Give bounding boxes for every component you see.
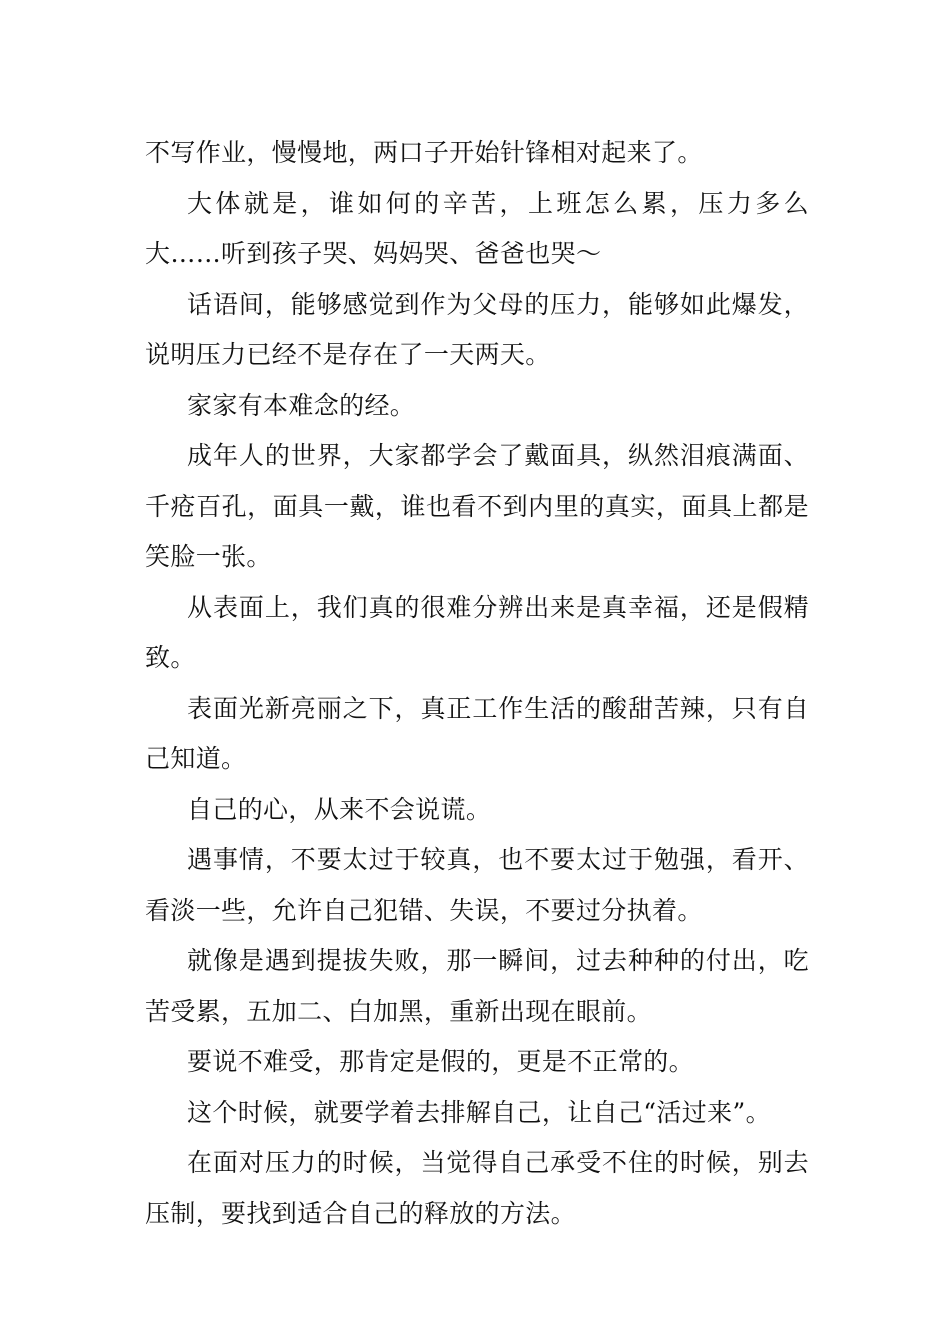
paragraph-4: 家家有本难念的经。 [187, 390, 416, 420]
paragraph-3: 话语间，能够感觉到作为父母的压力，能够如此爆发，说明压力已经不是存在了一天两天。 [145, 289, 809, 369]
paragraph-8: 自己的心，从来不会说谎。 [187, 794, 492, 824]
paragraph-10: 就像是遇到提拔失败，那一瞬间，过去种种的付出，吃苦受累，五加二、白加黑，重新出现在眼前。 [145, 946, 809, 1026]
document-body [145, 128, 809, 1239]
paragraph-1: 不写作业，慢慢地，两口子开始针锋相对起来了。 [145, 138, 703, 167]
paragraph-7: 表面光新亮丽之下，真正工作生活的酸甜苦辣，只有自己知道。 [145, 693, 809, 773]
paragraph-13: 在面对压力的时候，当觉得自己承受不住的时候，别去压制，要找到适合自己的释放的方法。 [145, 1148, 809, 1228]
paragraph-2: 大体就是，谁如何的辛苦，上班怎么累，压力多么大……听到孩子哭、妈妈哭、爸爸也哭～ [145, 188, 809, 268]
paragraph-11: 要说不难受，那肯定是假的，更是不正常的。 [187, 1047, 695, 1076]
paragraph-6: 从表面上，我们真的很难分辨出来是真幸福，还是假精致。 [145, 592, 809, 672]
paragraph-9: 遇事情，不要太过于较真，也不要太过于勉强，看开、看淡一些，允许自己犯错、失误，不要过分执着。 [145, 845, 809, 925]
paragraph-12: 这个时候，就要学着去排解自己，让自己“活过来”。 [187, 1097, 771, 1127]
paragraph-5: 成年人的世界，大家都学会了戴面具，纵然泪痕满面、千疮百孔，面具一戴，谁也看不到内里的真实，面具上都是笑脸一张。 [145, 441, 809, 571]
